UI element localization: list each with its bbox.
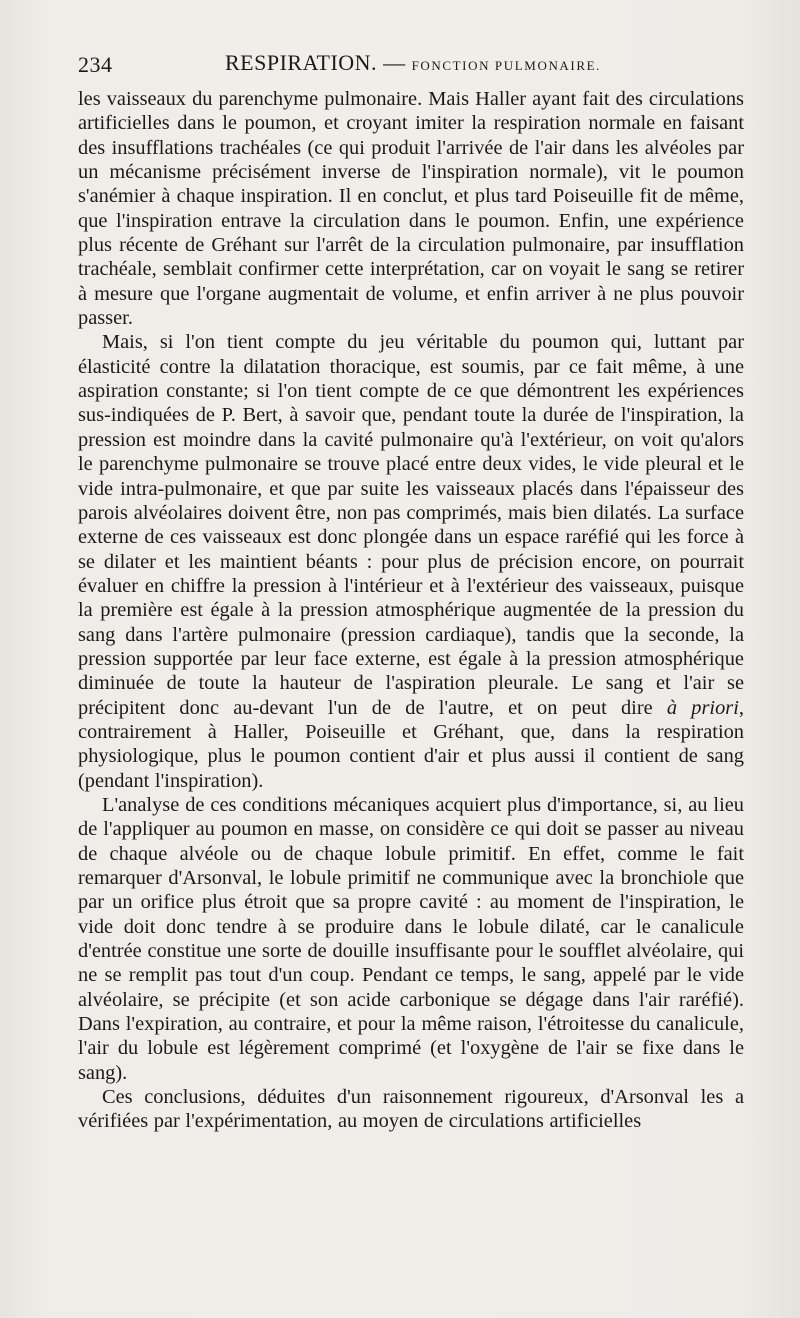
- body-text: [78, 87, 744, 1134]
- paragraph-2-italic-priori: à priori: [666, 696, 739, 719]
- paragraph-2-text-before: Mais, si l'on tient compte du jeu véritable du poumon qui, luttant par élasticité contre la dilatation thoracique, est soumis, par ce fait même, à une aspiration constante; si l'on tient compte de ce que démontrent les expériences sus-indiquées de P. Bert, à savoir que, pendant toute la durée de l'inspiration, la pression est moindre dans la cavité pulmonaire qu'à l'extérieur, on voit qu'alors le parenchyme pulmonaire se trouve placé entre deux vides, le vide pleural et le vide intra-pulmonaire, et que par suite les vaisseaux placés dans l'épaisseur des parois alvéolaires doivent être, non pas comprimés, mais bien dilatés. La surface externe de ces vaisseaux est donc plongée dans un espace raréfié qui les force à se dilater et les maintient béants : pour plus de précision encore, on pourrait évaluer en chiffre la pression à l'intérieur et à l'extérieur des vaisseaux, puisque la première est égale à la pression atmosphérique augmentée de la pression du sang dans l'artère pulmonaire (pression cardiaque), tandis que la seconde, la pression supportée par leur face externe, est égale à la pression atmosphérique diminuée de toute la hauteur de l'aspiration pleurale. Le sang et l'air se précipitent donc au-devant l'un de de l'autre, et on peut dire: [78, 331, 744, 719]
- paragraph-3: L'analyse de ces conditions mécaniques acquiert plus d'importance, si, au lieu de l'appliquer au poumon en masse, on considère ce qui doit se passer au niveau de chaque alvéole ou de chaque lobule primitif. En effet, comme le fait remarquer d'Arsonval, le lobule primitif ne communique avec la bronchiole que par un orifice plus étroit que sa propre cavité : au moment de l'inspiration, le vide doit donc tendre à se produire dans le lobule dilaté, car le canalicule d'entrée constitue une sorte de douille insuffisante pour le soufflet alvéolaire, qui ne se remplit pas tout d'un coup. Pendant ce temps, le sang, appelé par le vide alvéolaire, se précipite (et son acide carbonique se dégage dans l'air raréfié). Dans l'expiration, au contraire, et pour la même raison, l'étroitesse du canalicule, l'air du lobule est légèrement comprimé (et l'oxygène de l'air se fixe dans le sang).: [78, 793, 744, 1084]
- running-title: [78, 50, 748, 76]
- running-title-main: RESPIRATION.: [224, 50, 378, 75]
- running-head: [78, 50, 748, 80]
- paragraph-4: Ces conclusions, déduites d'un raisonnement rigoureux, d'Arsonval les a vérifiées par l'expérimentation, au moyen de circulations artificielles: [78, 1086, 744, 1133]
- page-number: 234: [78, 52, 113, 77]
- paragraph-2: [78, 330, 744, 793]
- running-title-dash: —: [383, 50, 406, 75]
- paragraph-1: les vaisseaux du parenchyme pulmonaire. Mais Haller ayant fait des circulations artificielles dans le poumon, et croyant imiter la respiration normale en faisant des insufflations trachéales (ce qui produit l'arrivée de l'air dans les alvéoles par un mécanisme précisément inverse de l'inspiration normale), vit le poumon s'anémier à chaque inspiration. Il en conclut, et plus tard Poiseuille fit de même, que l'inspiration entrave la circulation dans le poumon. Enfin, une expérience plus récente de Gréhant sur l'arrêt de la circulation pulmonaire, par insufflation trachéale, semblait confirmer cette interprétation, car on voyait le sang se retirer à mesure que l'organe augmentait de volume, et enfin arriver à ne plus pouvoir passer.: [78, 88, 744, 330]
- paragraph-2-text-after: , contrairement à Haller, Poiseuille et Gréhant, que, dans la respiration physiologique, plus le poumon contient d'air et plus aussi il contient de sang (pendant l'inspiration).: [78, 696, 744, 792]
- running-title-sub: FONCTION PULMONAIRE.: [411, 58, 602, 73]
